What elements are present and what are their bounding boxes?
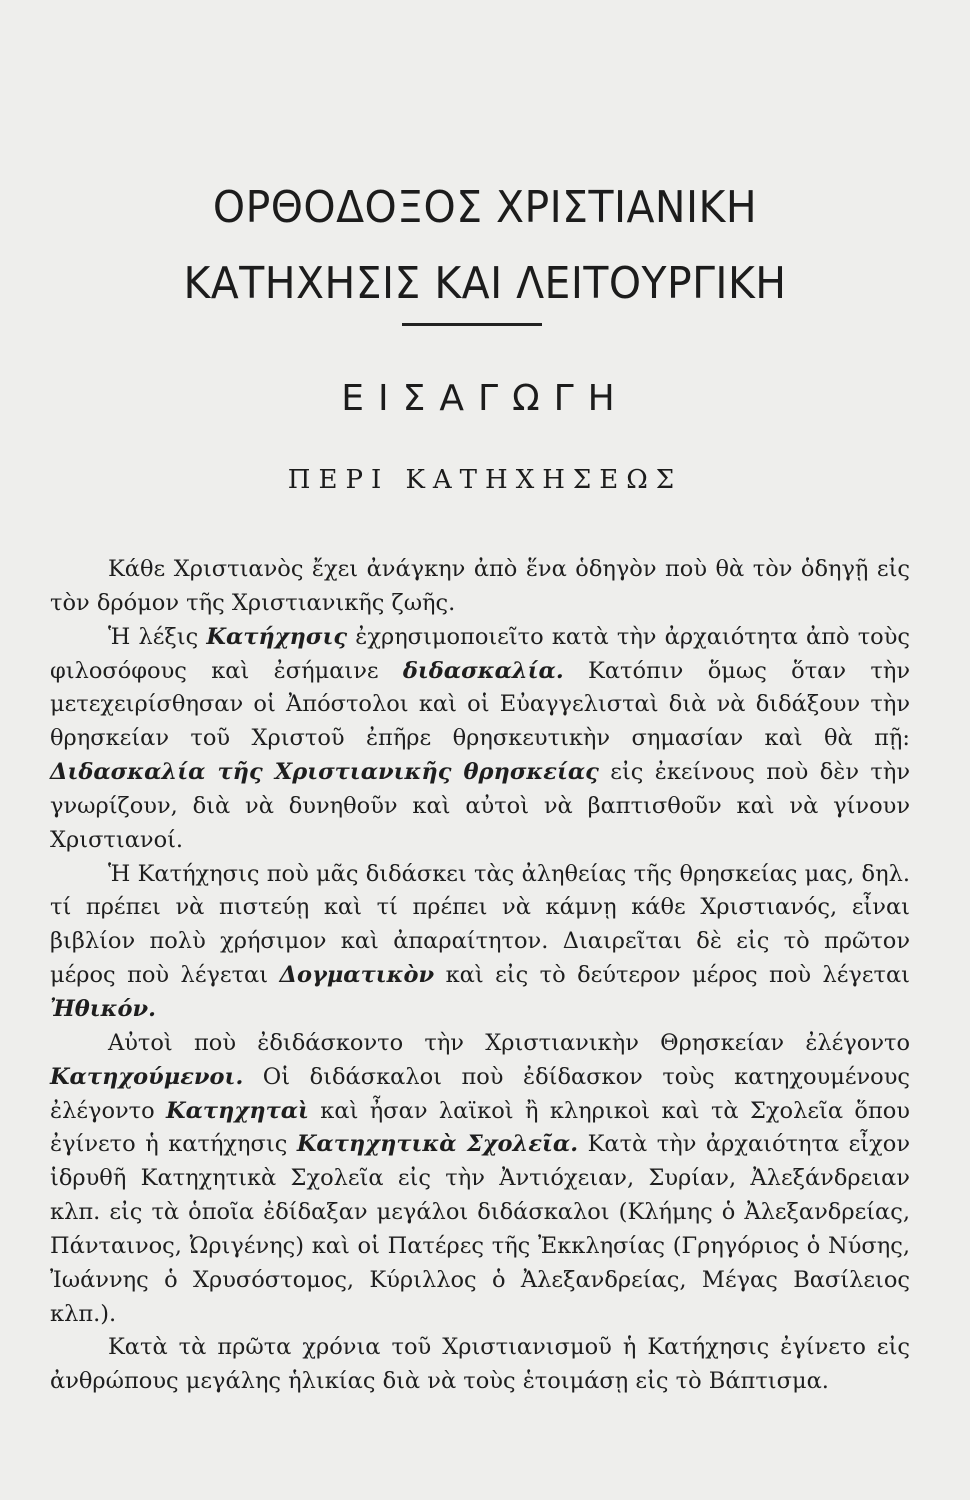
paragraph (50, 621, 910, 858)
body-text (50, 553, 910, 1399)
emphasized-term: Κατηχητικὰ Σχολεῖα. (296, 1131, 579, 1158)
paragraph-text: εἰς ἐκείνους ποὺ δὲν τὴν γνωρίζουν, διὰ νὰ δυνηθοῦν καὶ αὐτοὶ νὰ βαπτισθοῦν καὶ νὰ γίνουν Χριστιανοί. (50, 759, 911, 853)
paragraph (50, 1331, 910, 1399)
paragraph-text: Κατὰ τὰ πρῶτα χρόνια τοῦ Χριστιανισμοῦ ἡ Κατήχησις ἐγίνετο εἰς ἀνθρώπους μεγάλης ἡλικίας διὰ νὰ τοὺς ἑτοιμάσῃ εἰς τὸ Βάπτισμα. (50, 1334, 910, 1395)
paragraph-text: Κάθε Χριστιανὸς ἔχει ἀνάγκην ἀπὸ ἕνα ὁδηγὸν ποὺ θὰ τὸν ὁδηγῇ εἰς τὸν δρόμον τῆς Χριστιανικῆς ζωῆς. (50, 556, 910, 616)
paragraph-text: Ἡ Κατήχησις ποὺ μᾶς διδάσκει τὰς ἀληθείας τῆς θρησκείας μας, δηλ. τί πρέπει νὰ πιστεύῃ καὶ τί πρέπει νὰ κάμνῃ κάθε Χριστιανός, εἶναι βιβλίον πολὺ χρήσιμον καὶ ἀπαραίτητον. Διαιρεῖται δὲ εἰς τὸ πρῶτον μέρος ποὺ λέγεται (50, 860, 910, 989)
paragraph-text: Κατὰ τὴν ἀρχαιότητα εἶχον ἱδρυθῆ Κατηχητικὰ Σχολεῖα εἰς τὴν Ἀντιόχειαν, Συρίαν, Ἀλεξάνδρειαν κλπ. εἰς τὰ ὁποῖα ἐδίδαξαν μεγάλοι διδάσκαλοι (Κλήμης ὁ Ἀλεξανδρείας, Πάνταινος, Ὠριγένης) καὶ οἱ Πατέρες τῆς Ἐκκλησίας (Γρηγόριος ὁ Νύσης, Ἰωάννης ὁ Χρυσόστομος, Κύριλλος ὁ Ἀλεξανδρείας, Μέγας Βασίλειος κλπ.). (50, 1131, 910, 1327)
section-heading: ΕΙΣΑΓΩΓΗ (341, 378, 629, 419)
paragraph-text: Κατόπιν ὅμως ὅταν τὴν μετεχειρίσθησαν οἱ Ἀπόστολοι καὶ οἱ Εὐαγγελισταὶ διὰ νὰ διδάξουν τὴν θρησκείαν τοῦ Χριστοῦ ἐπῆρε θρησκευτικὴν σημασίαν καὶ θὰ πῇ: (50, 657, 910, 752)
paragraph (50, 1027, 910, 1332)
emphasized-term: Κατηχηταὶ (166, 1097, 309, 1124)
paragraph-text: καὶ εἰς τὸ δεύτερον μέρος ποὺ λέγεται (434, 962, 910, 989)
emphasized-term: Δογματικὸν (279, 962, 435, 989)
emphasized-term: διδασκαλία. (402, 657, 564, 684)
emphasized-term: Κατήχησις (206, 623, 348, 650)
subheading: ΠΕΡΙ ΚΑΤΗΧΗΣΕΩΣ (287, 465, 683, 495)
emphasized-term: Ἠθικόν. (50, 995, 156, 1022)
paragraph-text: καὶ ἦσαν λαϊκοὶ ἢ κληρικοὶ καὶ τὰ Σχολεῖα ὅπου ἐγίνετο ἡ κατήχησις (50, 1097, 910, 1158)
title-line-2: ΚΑΤΗΧΗΣΙΣ ΚΑΙ ΛΕΙΤΟΥΡΓΙΚΗ (183, 258, 787, 309)
paragraph-text: ἐχρησιμοποιεῖτο κατὰ τὴν ἀρχαιότητα ἀπὸ τοὺς φιλοσόφους καὶ ἐσήμαινε (50, 623, 910, 684)
emphasized-term: Διδασκαλία τῆς Χριστιανικῆς θρησκείας (50, 759, 599, 786)
paragraph (50, 858, 910, 1027)
title-divider (402, 323, 542, 326)
emphasized-term: Κατηχούμενοι. (50, 1063, 244, 1090)
paragraph-text: Ἡ λέξις (108, 623, 207, 650)
paragraph-text: Αὐτοὶ ποὺ ἐδιδάσκοντο τὴν Χριστιανικὴν Θρησκείαν ἐλέγοντο (108, 1029, 910, 1056)
paragraph-text: Οἱ διδάσκαλοι ποὺ ἐδίδασκον τοὺς κατηχουμένους ἐλέγοντο (50, 1063, 910, 1124)
title-line-1: ΟΡΘΟΔΟΞΟΣ ΧΡΙΣΤΙΑΝΙΚΗ (212, 182, 758, 233)
paragraph (50, 553, 910, 621)
